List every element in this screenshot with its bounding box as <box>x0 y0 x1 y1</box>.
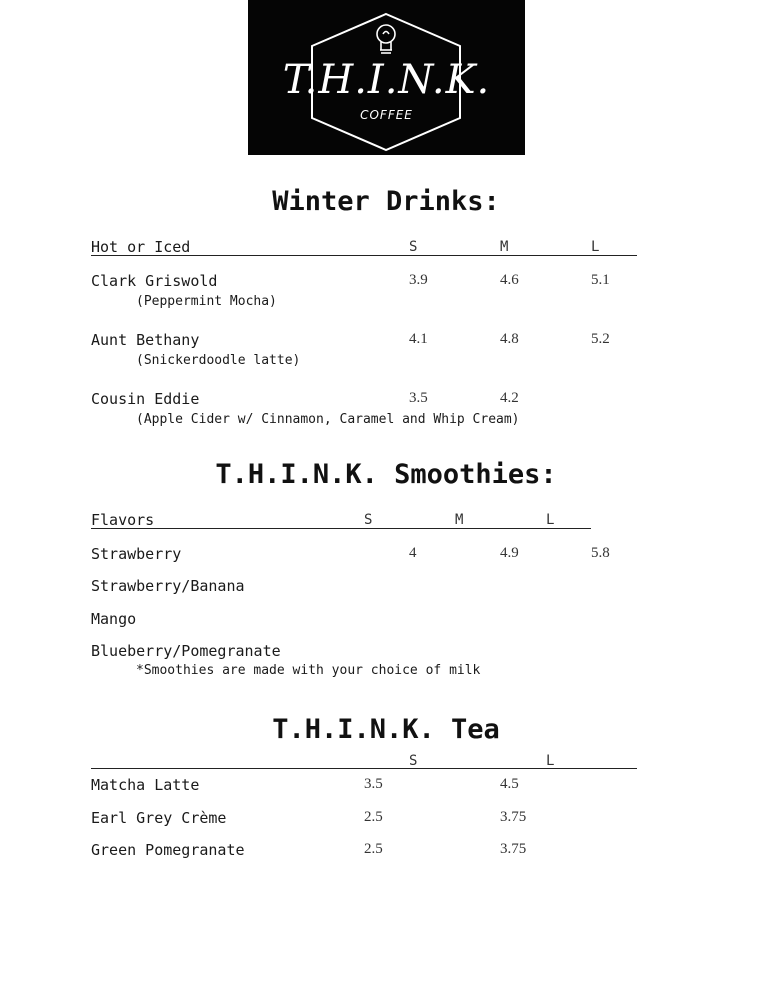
tea-item-price-l: 4.5 <box>500 776 519 792</box>
smoothie-price-l: 5.8 <box>591 545 610 561</box>
smoothies-size-l: L <box>546 512 555 528</box>
tea-item-price-s: 2.5 <box>364 841 383 857</box>
winter-item-desc: (Peppermint Mocha) <box>136 294 277 309</box>
winter-size-m: M <box>500 239 509 255</box>
tea-size-l: L <box>546 753 555 769</box>
winter-item-price-m: 4.2 <box>500 390 519 406</box>
winter-header-rule <box>91 255 637 256</box>
tea-size-s: S <box>409 753 418 769</box>
smoothies-size-m: M <box>455 512 464 528</box>
winter-item-price-s: 4.1 <box>409 331 428 347</box>
winter-item-name: Clark Griswold <box>91 272 218 290</box>
tea-item-name: Matcha Latte <box>91 776 200 794</box>
winter-item-price-s: 3.9 <box>409 272 428 288</box>
logo <box>248 0 525 155</box>
tea-heading: T.H.I.N.K. Tea <box>272 714 500 745</box>
smoothie-item: Strawberry <box>91 545 182 563</box>
tea-item-price-s: 2.5 <box>364 809 383 825</box>
smoothies-heading: T.H.I.N.K. Smoothies: <box>215 459 557 490</box>
winter-item-desc: (Snickerdoodle latte) <box>136 353 301 368</box>
smoothie-price-m: 4.9 <box>500 545 519 561</box>
lightbulb-icon <box>377 25 395 53</box>
tea-item-name: Green Pomegranate <box>91 841 245 859</box>
winter-item-price-m: 4.6 <box>500 272 519 288</box>
smoothie-price-s: 4 <box>409 545 417 561</box>
winter-item-price-l: 5.1 <box>591 272 610 288</box>
winter-size-l: L <box>591 239 600 255</box>
winter-item-price-s: 3.5 <box>409 390 428 406</box>
logo-title: T.H.I.N.K. <box>282 57 491 103</box>
tea-item-price-s: 3.5 <box>364 776 383 792</box>
winter-item-price-m: 4.8 <box>500 331 519 347</box>
tea-item-name: Earl Grey Crème <box>91 809 227 827</box>
smoothie-item: Mango <box>91 610 137 628</box>
winter-column-header: Hot or Iced <box>91 238 191 256</box>
smoothies-size-s: S <box>364 512 373 528</box>
smoothies-note: *Smoothies are made with your choice of milk <box>136 663 481 678</box>
tea-item-price-l: 3.75 <box>500 841 527 857</box>
smoothie-item: Strawberry/Banana <box>91 577 245 595</box>
smoothies-column-header: Flavors <box>91 511 155 529</box>
logo-subtitle: COFFEE <box>360 108 413 122</box>
tea-header-rule <box>91 768 637 769</box>
winter-item-desc: (Apple Cider w/ Cinnamon, Caramel and Whip Cream) <box>136 412 520 427</box>
winter-item-name: Aunt Bethany <box>91 331 200 349</box>
winter-item-name: Cousin Eddie <box>91 390 200 408</box>
winter-heading: Winter Drinks: <box>272 186 500 217</box>
smoothie-item: Blueberry/Pomegranate <box>91 642 281 660</box>
smoothies-header-rule <box>91 528 591 529</box>
winter-item-price-l: 5.2 <box>591 331 610 347</box>
winter-size-s: S <box>409 239 418 255</box>
tea-item-price-l: 3.75 <box>500 809 527 825</box>
